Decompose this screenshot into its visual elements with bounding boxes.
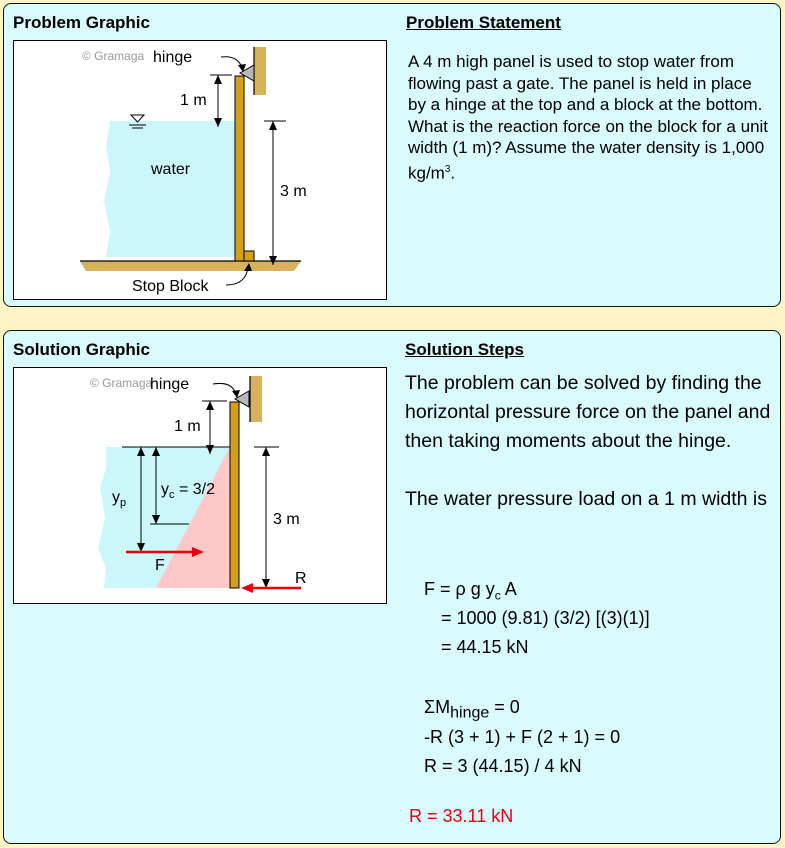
gate-panel <box>235 76 244 261</box>
water-region <box>104 121 235 257</box>
water-label: water <box>151 161 191 178</box>
hinge-label: hinge <box>153 49 193 66</box>
equation-force-value: = 44.15 kN <box>441 637 529 657</box>
equation-moment-sum: $\Sigma M_{hinge} = 0$ <box>424 697 520 722</box>
three-m-label: 3 m <box>273 511 300 528</box>
free-surface-icon <box>131 115 144 122</box>
yp-label: $y_p$ <box>112 489 127 509</box>
statement-text: A 4 m high panel is used to stop water from flowing past a gate. The panel is held in place by a hinge at the top and a block at the bottom. What is the reaction force on the block for a unit width (1 m)? Assume the water density is 1,000 kg/m <box>408 52 769 183</box>
equation-force-substituted: = 1000 (9.81) (3/2) [(3)(1)] <box>441 608 650 628</box>
problem-graphic-heading: Problem Graphic <box>13 13 150 32</box>
stop-block <box>244 251 254 261</box>
reaction-result: R = 33.11 kN <box>409 806 514 826</box>
three-m-label: 3 m <box>280 183 307 200</box>
solution-graphic <box>13 367 387 604</box>
solution-panel <box>3 330 781 844</box>
solution-steps-text <box>405 369 777 514</box>
problem-statement-heading: Problem Statement <box>406 13 561 32</box>
hinge-label: hinge <box>150 376 190 393</box>
force-f-label: F <box>155 557 165 574</box>
equation-moment-expanded: -R (3 + 1) + F (2 + 1) = 0 <box>424 727 621 747</box>
statement-end: . <box>450 163 456 183</box>
equation-force: F = ρ g $y_c$ A <box>424 579 517 603</box>
copyright-text: © Gramaga <box>90 376 153 390</box>
problem-graphic <box>13 40 387 300</box>
solution-steps-heading: Solution Steps <box>405 340 524 359</box>
one-m-label: 1 m <box>180 92 207 109</box>
yc-label: $y_c = 3/2$ <box>161 481 215 501</box>
solution-diagram <box>14 368 386 603</box>
ground <box>80 261 301 271</box>
force-r-label: R <box>295 570 307 587</box>
problem-panel <box>3 3 781 307</box>
stop-block-label: Stop Block <box>132 278 209 295</box>
problem-diagram <box>14 41 386 299</box>
equation-reaction: R = 3 (44.15) / 4 kN <box>424 756 582 776</box>
wall-bracket <box>254 47 266 95</box>
solution-graphic-heading: Solution Graphic <box>13 340 150 359</box>
solution-paragraph-2: The water pressure load on a 1 m width is <box>405 488 768 510</box>
solution-paragraph-1: The problem can be solved by finding the horizontal pressure force on the panel and then taking moments about the hinge. <box>405 372 771 452</box>
wall-bracket <box>250 376 262 422</box>
statement-exponent: 3 <box>444 163 451 175</box>
gate-panel <box>230 402 239 588</box>
problem-statement <box>408 51 770 184</box>
one-m-label: 1 m <box>174 418 201 435</box>
copyright-text: © Gramaga <box>82 49 145 63</box>
